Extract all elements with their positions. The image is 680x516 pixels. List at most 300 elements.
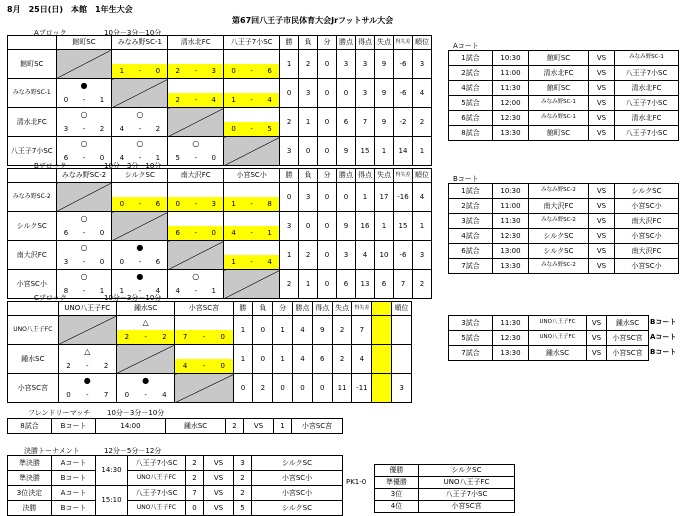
b-stat-value: 3 bbox=[412, 241, 431, 270]
c-stat-value: 2 bbox=[332, 316, 352, 345]
final-format: 12分－5分－12分 bbox=[104, 447, 162, 455]
b-stat-value: 0 bbox=[280, 183, 299, 212]
block-c-table bbox=[7, 301, 412, 403]
court-b-cell: VS bbox=[589, 184, 615, 199]
a-match-cell bbox=[112, 50, 168, 79]
a-score-right: 2 bbox=[99, 124, 105, 133]
b-stat-value: 2 bbox=[280, 270, 299, 299]
b-match-cell bbox=[168, 270, 224, 299]
a-score-left: 2 bbox=[175, 95, 180, 104]
b-stat-value: 1 bbox=[299, 270, 318, 299]
c-stat-value: 1 bbox=[233, 316, 253, 345]
b-score-dash: - bbox=[250, 257, 253, 266]
a-team-head: 館町SC bbox=[56, 36, 112, 50]
a-match-cell bbox=[112, 108, 168, 137]
b-score-left: 1 bbox=[119, 286, 125, 295]
court-c-cell: 鍾水SC bbox=[529, 346, 587, 361]
final-score-1: 2 bbox=[186, 471, 204, 486]
final-team-1: UNO八王子FC bbox=[128, 501, 186, 516]
b-stat-value: 15 bbox=[393, 212, 412, 241]
court-a-label: Aコート bbox=[453, 42, 479, 50]
c-score-right: 4 bbox=[162, 390, 167, 399]
c-stat-value bbox=[372, 374, 392, 403]
court-a-cell: 館町SC bbox=[529, 81, 589, 96]
result-team: 小宮SC宮 bbox=[419, 501, 515, 513]
c-score-left: 0 bbox=[66, 390, 71, 399]
b-score-left: 1 bbox=[231, 199, 236, 208]
b-team-head: 南大沢FC bbox=[168, 169, 224, 183]
c-stat-value: 4 bbox=[293, 345, 313, 374]
a-result-symbol bbox=[168, 50, 223, 64]
a-score-dash: - bbox=[138, 66, 142, 75]
final-team-1: 八王子7小SC bbox=[128, 486, 186, 501]
b-score-right: 0 bbox=[211, 228, 216, 237]
c-score-left: 4 bbox=[182, 361, 188, 370]
a-score-left: 2 bbox=[175, 66, 180, 75]
court-c-cell: VS bbox=[587, 316, 607, 331]
c-stat-value: 0 bbox=[273, 374, 293, 403]
a-stat-value: 0 bbox=[318, 137, 337, 166]
b-score-dash: - bbox=[250, 228, 253, 237]
friendly-format: 10分－3分－10分 bbox=[107, 409, 165, 417]
b-score-dash: - bbox=[194, 286, 197, 295]
court-a-cell: 11:30 bbox=[493, 81, 529, 96]
court-a-cell: 8試合 bbox=[449, 126, 493, 141]
block-a-table bbox=[7, 35, 432, 166]
b-score-dash: - bbox=[250, 199, 253, 208]
a-stat-value: 1 bbox=[375, 137, 394, 166]
c-stat-head bbox=[372, 302, 392, 316]
a-score-left: 6 bbox=[63, 153, 69, 162]
friendly-cell: 小宮SC宮 bbox=[292, 419, 343, 434]
a-score-left: 5 bbox=[175, 153, 180, 162]
a-score-dash: - bbox=[82, 124, 86, 133]
result-place: 4位 bbox=[375, 501, 419, 513]
b-stat-value: 1 bbox=[280, 241, 299, 270]
b-result-symbol: ○ bbox=[80, 243, 88, 252]
b-stat-value: 1 bbox=[356, 183, 375, 212]
a-stat-head: 分 bbox=[318, 36, 337, 50]
c-score-right: 0 bbox=[220, 361, 225, 370]
c-score-right: 0 bbox=[220, 332, 225, 341]
b-match-cell bbox=[112, 241, 168, 270]
court-b-cell: 2試合 bbox=[449, 199, 493, 214]
court-b-cell: 小宮SC小 bbox=[615, 259, 679, 274]
a-team-head: 八王子7小SC bbox=[224, 36, 280, 50]
court-c-court: Aコート bbox=[650, 333, 677, 341]
b-stat-value: 2 bbox=[412, 270, 431, 299]
c-stat-value: 4 bbox=[352, 345, 372, 374]
friendly-cell: VS bbox=[244, 419, 274, 434]
a-diagonal-cell bbox=[168, 108, 224, 137]
a-row-team: みなみ野SC-1 bbox=[8, 79, 57, 108]
a-stat-value: 6 bbox=[337, 108, 356, 137]
court-c-cell: VS bbox=[587, 346, 607, 361]
result-team: UNO八王子FC bbox=[419, 477, 515, 489]
b-stat-value: 10 bbox=[375, 241, 394, 270]
a-stat-head: 勝 bbox=[280, 36, 299, 50]
a-stat-head: 順位 bbox=[412, 36, 431, 50]
c-result-symbol bbox=[175, 345, 232, 359]
court-b-cell: 11:00 bbox=[493, 199, 529, 214]
c-stat-value bbox=[392, 345, 412, 374]
a-match-cell bbox=[56, 108, 112, 137]
b-stat-value: -6 bbox=[393, 241, 412, 270]
court-a-cell: 11:00 bbox=[493, 66, 529, 81]
a-stat-value: 0 bbox=[299, 137, 318, 166]
a-diagonal-cell bbox=[112, 79, 168, 108]
a-match-cell bbox=[224, 108, 280, 137]
pk-note: PK1-0 bbox=[346, 478, 367, 486]
b-stat-value: 7 bbox=[393, 270, 412, 299]
court-b-cell: VS bbox=[589, 259, 615, 274]
c-stat-value: 0 bbox=[253, 316, 273, 345]
a-stat-head: 得失差 bbox=[393, 36, 412, 50]
b-stat-value: 4 bbox=[356, 241, 375, 270]
court-c-court: Bコート bbox=[650, 318, 677, 326]
c-stat-value bbox=[392, 316, 412, 345]
a-result-symbol: ○ bbox=[80, 110, 88, 119]
friendly-cell: Bコート bbox=[52, 419, 96, 434]
a-stat-value: 2 bbox=[299, 50, 318, 79]
b-stat-value: 6 bbox=[375, 270, 394, 299]
a-score-dash: - bbox=[194, 153, 197, 162]
a-score-dash: - bbox=[194, 95, 197, 104]
a-stat-value: 9 bbox=[375, 50, 394, 79]
b-score-right: 8 bbox=[267, 199, 272, 208]
court-b-cell: VS bbox=[589, 199, 615, 214]
c-stat-value: 0 bbox=[233, 374, 253, 403]
block-b-label: Bブロック bbox=[34, 162, 67, 170]
court-b-schedule bbox=[448, 183, 679, 274]
a-score-right: 4 bbox=[267, 95, 272, 104]
b-stat-head: 勝点 bbox=[337, 169, 356, 183]
c-corner bbox=[8, 302, 59, 316]
c-score-right: 2 bbox=[103, 361, 109, 370]
b-score-right: 4 bbox=[267, 257, 272, 266]
a-stat-value: 4 bbox=[412, 79, 431, 108]
a-stat-value: -6 bbox=[393, 79, 412, 108]
b-result-symbol bbox=[224, 212, 279, 226]
a-result-symbol bbox=[112, 50, 167, 64]
a-stat-value: 2 bbox=[412, 108, 431, 137]
final-round: 準決勝 bbox=[8, 471, 52, 486]
b-team-head: 小宮SC小 bbox=[224, 169, 280, 183]
a-stat-value: 0 bbox=[337, 79, 356, 108]
court-a-cell: 4試合 bbox=[449, 81, 493, 96]
c-result-symbol: △ bbox=[142, 318, 149, 327]
b-score-right: 6 bbox=[155, 257, 161, 266]
court-b-cell: 1試合 bbox=[449, 184, 493, 199]
final-court: Aコート bbox=[52, 486, 96, 501]
court-c-cell: 鍾水SC bbox=[607, 316, 649, 331]
final-score-2: 5 bbox=[234, 501, 252, 516]
a-result-symbol bbox=[224, 50, 279, 64]
b-score-dash: - bbox=[138, 257, 142, 266]
b-result-symbol: ● bbox=[136, 243, 144, 252]
final-score-1: 0 bbox=[186, 501, 204, 516]
b-score-dash: - bbox=[82, 228, 86, 237]
a-score-right: 1 bbox=[99, 95, 105, 104]
a-stat-value: 15 bbox=[356, 137, 375, 166]
court-b-cell: 13:00 bbox=[493, 244, 529, 259]
a-score-right: 0 bbox=[99, 153, 105, 162]
a-score-right: 5 bbox=[267, 124, 272, 133]
court-a-cell: 八王子7小SC bbox=[615, 66, 679, 81]
b-stat-head: 得点 bbox=[356, 169, 375, 183]
b-stat-value: 0 bbox=[318, 241, 337, 270]
a-result-symbol: ○ bbox=[136, 110, 144, 119]
final-round: 決勝 bbox=[8, 501, 52, 516]
b-stat-value: 2 bbox=[299, 241, 318, 270]
b-row-team: シルクSC bbox=[8, 212, 57, 241]
court-a-cell: 館町SC bbox=[529, 51, 589, 66]
a-score-right: 3 bbox=[211, 66, 216, 75]
court-c-cell: 7試合 bbox=[449, 346, 493, 361]
c-stat-head: 得失差 bbox=[352, 302, 372, 316]
a-score-left: 0 bbox=[231, 124, 236, 133]
b-score-right: 1 bbox=[99, 286, 105, 295]
a-stat-value: 3 bbox=[337, 50, 356, 79]
court-b-cell: 小宮SC小 bbox=[615, 229, 679, 244]
friendly-label: フレンドリーマッチ bbox=[28, 409, 91, 417]
a-score-right: 0 bbox=[211, 153, 216, 162]
c-score-left: 7 bbox=[182, 332, 188, 341]
b-stat-value: 1 bbox=[412, 212, 431, 241]
results-table bbox=[374, 464, 515, 513]
c-score-dash: - bbox=[86, 390, 89, 399]
court-a-cell: VS bbox=[589, 126, 615, 141]
court-b-cell: 13:30 bbox=[493, 259, 529, 274]
result-team: シルクSC bbox=[419, 465, 515, 477]
final-score-1: 2 bbox=[186, 456, 204, 471]
a-stat-value: 0 bbox=[280, 79, 299, 108]
court-a-cell: 八王子7小SC bbox=[615, 96, 679, 111]
a-stat-value: 9 bbox=[337, 137, 356, 166]
a-diagonal-cell bbox=[56, 50, 112, 79]
c-row-team: UNO八王子FC bbox=[8, 316, 59, 345]
b-stat-value: 3 bbox=[337, 241, 356, 270]
a-score-left: 0 bbox=[63, 95, 69, 104]
a-result-symbol: ○ bbox=[80, 139, 88, 148]
final-label: 決勝トーナメント bbox=[24, 447, 80, 455]
b-stat-value: 6 bbox=[337, 270, 356, 299]
court-b-cell: 4試合 bbox=[449, 229, 493, 244]
c-stat-value: 6 bbox=[312, 345, 332, 374]
b-result-symbol bbox=[112, 183, 167, 197]
a-score-left: 1 bbox=[119, 66, 125, 75]
c-stat-value: 0 bbox=[312, 374, 332, 403]
court-a-cell: 館町SC bbox=[529, 126, 589, 141]
b-team-head: シルクSC bbox=[112, 169, 168, 183]
final-time: 14:30 bbox=[96, 456, 128, 486]
court-b-cell: 小宮SC小 bbox=[615, 199, 679, 214]
a-match-cell bbox=[168, 50, 224, 79]
final-vs: VS bbox=[204, 501, 234, 516]
b-result-symbol: ○ bbox=[192, 272, 200, 281]
b-score-left: 3 bbox=[63, 257, 69, 266]
b-stat-value: 16 bbox=[356, 212, 375, 241]
tournament-title: 第67回八王子市民体育大会Jrフットサル大会 bbox=[232, 16, 394, 25]
court-c-cell: 12:30 bbox=[493, 331, 529, 346]
b-stat-value: 0 bbox=[318, 270, 337, 299]
court-a-cell: 2試合 bbox=[449, 66, 493, 81]
b-stat-value: 3 bbox=[280, 212, 299, 241]
b-match-cell bbox=[56, 241, 112, 270]
court-b-cell: VS bbox=[589, 229, 615, 244]
court-b-cell: シルクSC bbox=[615, 184, 679, 199]
court-c-cell: 11:30 bbox=[493, 316, 529, 331]
final-score-2: 2 bbox=[234, 486, 252, 501]
c-stat-value: 9 bbox=[312, 316, 332, 345]
b-result-symbol: ○ bbox=[80, 214, 88, 223]
court-a-cell: VS bbox=[589, 96, 615, 111]
b-match-cell bbox=[224, 241, 280, 270]
b-score-right: 6 bbox=[155, 199, 161, 208]
b-stat-value: 1 bbox=[375, 212, 394, 241]
b-stat-value: 0 bbox=[318, 212, 337, 241]
b-score-left: 0 bbox=[119, 257, 125, 266]
c-score-dash: - bbox=[202, 332, 206, 341]
c-stat-value: -11 bbox=[352, 374, 372, 403]
b-stat-value: 0 bbox=[337, 183, 356, 212]
c-score-left: 2 bbox=[124, 332, 130, 341]
b-score-left: 1 bbox=[231, 257, 236, 266]
b-diagonal-cell bbox=[112, 212, 168, 241]
court-b-cell: みなみ野SC-2 bbox=[529, 259, 589, 274]
c-stat-value: 1 bbox=[273, 345, 293, 374]
b-diagonal-cell bbox=[56, 183, 112, 212]
block-b-table bbox=[7, 168, 432, 299]
court-c-cell: 小宮SC宮 bbox=[607, 346, 649, 361]
c-result-symbol: △ bbox=[84, 347, 91, 356]
friendly-cell: 14:00 bbox=[96, 419, 166, 434]
court-c-cell: 小宮SC宮 bbox=[607, 331, 649, 346]
b-result-symbol: ● bbox=[136, 272, 144, 281]
a-score-left: 3 bbox=[63, 124, 69, 133]
b-stat-value: 9 bbox=[337, 212, 356, 241]
b-score-right: 1 bbox=[211, 286, 216, 295]
b-stat-value: 3 bbox=[299, 183, 318, 212]
court-a-cell: 6試合 bbox=[449, 111, 493, 126]
a-score-dash: - bbox=[250, 66, 253, 75]
a-stat-value: 3 bbox=[280, 137, 299, 166]
final-team-2: シルクSC bbox=[252, 501, 343, 516]
c-result-symbol bbox=[175, 316, 232, 330]
b-match-cell bbox=[56, 212, 112, 241]
court-b-cell: シルクSC bbox=[529, 244, 589, 259]
b-row-team: みなみ野SC-2 bbox=[8, 183, 57, 212]
a-stat-value: 3 bbox=[356, 50, 375, 79]
b-score-dash: - bbox=[138, 286, 142, 295]
final-score-1: 7 bbox=[186, 486, 204, 501]
b-score-left: 0 bbox=[119, 199, 125, 208]
court-c-cell: UNO八王子FC bbox=[529, 331, 587, 346]
b-diagonal-cell bbox=[224, 270, 280, 299]
b-corner bbox=[8, 169, 57, 183]
c-stat-value: 0 bbox=[253, 345, 273, 374]
final-court: Aコート bbox=[52, 456, 96, 471]
c-diagonal-cell bbox=[58, 316, 116, 345]
final-vs: VS bbox=[204, 456, 234, 471]
court-b-label: Bコート bbox=[453, 175, 479, 183]
c-score-dash: - bbox=[144, 332, 147, 341]
court-c-cell: UNO八王子FC bbox=[529, 316, 587, 331]
c-stat-head: 失点 bbox=[332, 302, 352, 316]
c-stat-value: 7 bbox=[352, 316, 372, 345]
b-score-right: 3 bbox=[211, 199, 216, 208]
c-stat-head: 勝 bbox=[233, 302, 253, 316]
b-stat-head: 順位 bbox=[412, 169, 431, 183]
b-score-right: 1 bbox=[267, 228, 272, 237]
a-stat-value: 3 bbox=[412, 50, 431, 79]
a-stat-value: 1 bbox=[299, 108, 318, 137]
c-result-symbol: ● bbox=[83, 376, 91, 385]
c-stat-head: 負 bbox=[253, 302, 273, 316]
a-stat-head: 勝点 bbox=[337, 36, 356, 50]
a-score-dash: - bbox=[138, 153, 142, 162]
a-result-symbol bbox=[224, 79, 279, 93]
c-stat-head: 勝点 bbox=[293, 302, 313, 316]
court-a-cell: 12:30 bbox=[493, 111, 529, 126]
court-b-cell: 7試合 bbox=[449, 259, 493, 274]
b-result-symbol bbox=[168, 183, 223, 197]
final-round: 3位決定 bbox=[8, 486, 52, 501]
b-result-symbol bbox=[224, 183, 279, 197]
a-score-dash: - bbox=[82, 153, 86, 162]
a-score-right: 6 bbox=[267, 66, 272, 75]
a-stat-value: -6 bbox=[393, 50, 412, 79]
a-score-left: 0 bbox=[231, 66, 236, 75]
b-stat-value: 0 bbox=[318, 183, 337, 212]
c-stat-value: 1 bbox=[233, 345, 253, 374]
c-score-left: 2 bbox=[66, 361, 71, 370]
b-result-symbol: ○ bbox=[80, 272, 88, 281]
b-score-dash: - bbox=[194, 199, 197, 208]
a-stat-value: 3 bbox=[299, 79, 318, 108]
b-score-left: 4 bbox=[231, 228, 236, 237]
court-a-cell: VS bbox=[589, 66, 615, 81]
a-score-dash: - bbox=[138, 124, 142, 133]
final-score-2: 2 bbox=[234, 471, 252, 486]
court-a-cell: 13:30 bbox=[493, 126, 529, 141]
court-a-cell: みなみ野SC-1 bbox=[529, 111, 589, 126]
court-b-cell: みなみ野SC-2 bbox=[529, 214, 589, 229]
court-a-cell: みなみ野SC-1 bbox=[529, 96, 589, 111]
final-team-2: 小宮SC小 bbox=[252, 471, 343, 486]
c-match-cell bbox=[116, 316, 174, 345]
friendly-cell: 8試合 bbox=[8, 419, 52, 434]
c-score-dash: - bbox=[86, 361, 89, 370]
a-stat-head: 得点 bbox=[356, 36, 375, 50]
court-a-cell: 清水北FC bbox=[615, 81, 679, 96]
b-stat-value: 4 bbox=[412, 183, 431, 212]
court-a-cell: VS bbox=[589, 81, 615, 96]
a-score-dash: - bbox=[250, 95, 253, 104]
a-stat-value: 3 bbox=[356, 79, 375, 108]
court-b-cell: 6試合 bbox=[449, 244, 493, 259]
court-c-cell: VS bbox=[587, 331, 607, 346]
final-court: Bコート bbox=[52, 501, 96, 516]
a-match-cell bbox=[56, 79, 112, 108]
court-a-cell: 清水北FC bbox=[615, 111, 679, 126]
friendly-table bbox=[7, 418, 343, 434]
b-result-symbol bbox=[224, 241, 279, 255]
b-stat-head: 得失差 bbox=[393, 169, 412, 183]
b-row-team: 南大沢FC bbox=[8, 241, 57, 270]
court-a-cell: VS bbox=[589, 111, 615, 126]
final-vs: VS bbox=[204, 471, 234, 486]
